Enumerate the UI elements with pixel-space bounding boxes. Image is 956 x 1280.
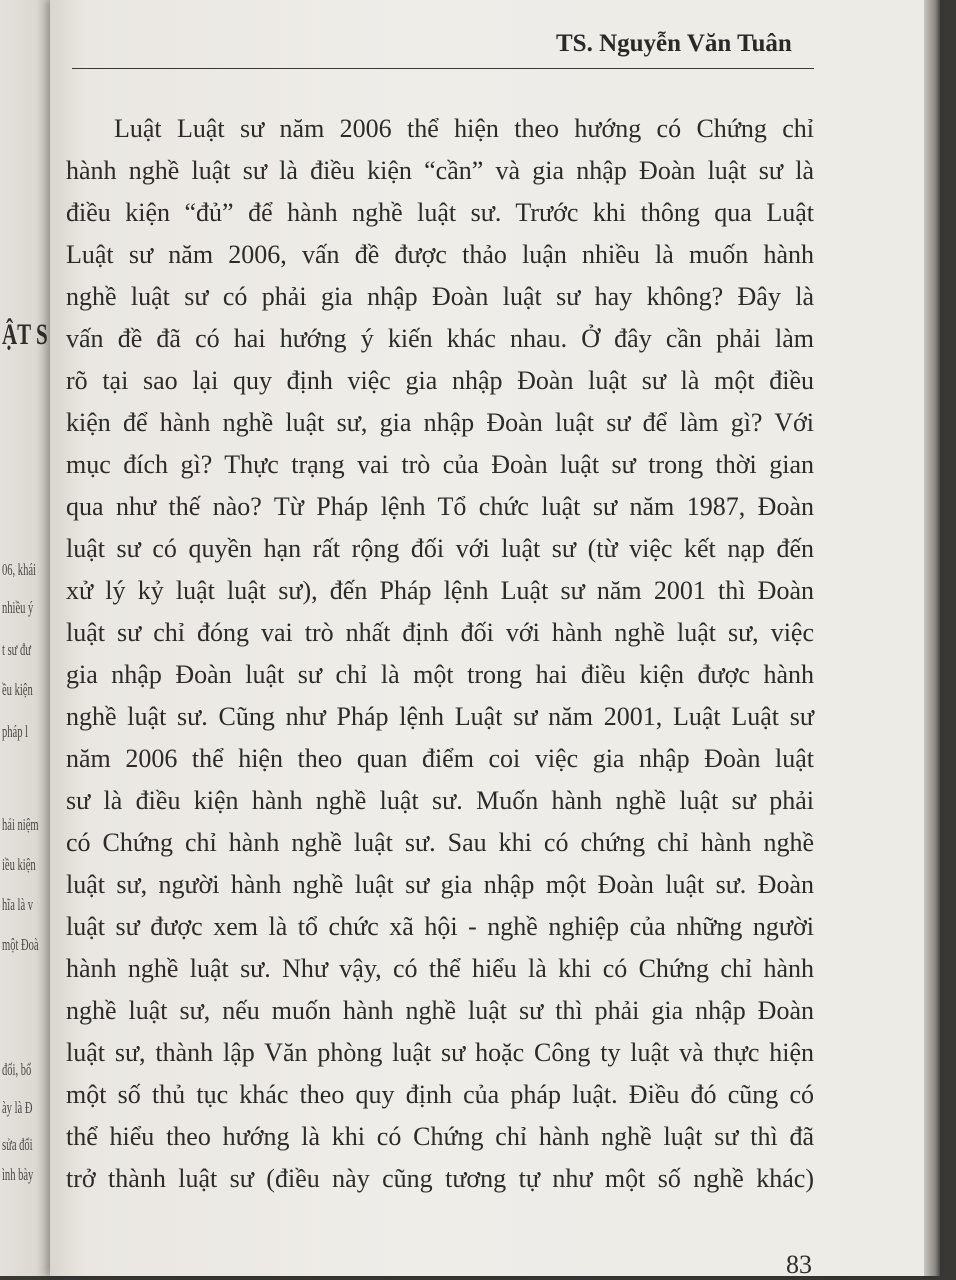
text-line: sư là điều kiện hành nghề luật sư. Muốn hành nghề luật sư phải: [66, 786, 814, 815]
left-page-text-fragment: t sư đư: [2, 640, 32, 659]
text-line: luật sư có quyền hạn rất rộng đối với luật sư (từ việc kết nạp đến: [66, 534, 814, 563]
text-line: trở thành luật sư (điều này cũng tương tự như một số nghề khác): [66, 1164, 814, 1193]
text-line: luật sư được xem là tổ chức xã hội - nghề nghiệp của những người: [66, 912, 814, 941]
left-page-text-fragment: ày là Đ: [2, 1098, 33, 1117]
text-line: nghề luật sư. Cũng như Pháp lệnh Luật sư năm 2001, Luật Luật sư: [66, 702, 814, 731]
text-line: qua như thế nào? Từ Pháp lệnh Tổ chức luật sư năm 1987, Đoàn: [66, 492, 814, 521]
text-line: luật sư, thành lập Văn phòng luật sư hoặc Công ty luật và thực hiện: [66, 1038, 814, 1067]
text-line: luật sư, người hành nghề luật sư gia nhập một Đoàn luật sư. Đoàn: [66, 870, 814, 899]
text-line: xử lý kỷ luật luật sư), đến Pháp lệnh Luật sư năm 2001 thì Đoàn: [66, 576, 814, 605]
left-page-text-fragment: nhiều ý: [2, 598, 34, 617]
left-page-text-fragment: ình bày: [2, 1165, 34, 1184]
left-page-text-fragment: iều kiện: [2, 855, 36, 874]
text-line: luật sư chỉ đóng vai trò nhất định đối với hành nghề luật sư, việc: [66, 618, 814, 647]
text-line: vấn đề đã có hai hướng ý kiến khác nhau. Ở đây cần phải làm: [66, 324, 814, 353]
text-line: một số thủ tục khác theo quy định của pháp luật. Điều đó cũng có: [66, 1080, 814, 1109]
left-page-heading-fragment: ẬT S: [2, 318, 48, 351]
text-line: Luật sư năm 2006, vấn đề được thảo luận nhiều là muốn hành: [66, 240, 814, 269]
left-page-text-fragment: sửa đổi: [2, 1135, 33, 1154]
book-page: [50, 0, 940, 1279]
text-line: nghề luật sư có phải gia nhập Đoàn luật sư hay không? Đây là: [66, 282, 814, 311]
text-line: thể hiểu theo hướng là khi có Chứng chỉ hành nghề luật sư thì đã: [66, 1122, 814, 1151]
text-line: nghề luật sư, nếu muốn hành nghề luật sư thì phải gia nhập Đoàn: [66, 996, 814, 1025]
text-line: Luật Luật sư năm 2006 thể hiện theo hướng có Chứng chỉ: [114, 114, 814, 143]
text-line: gia nhập Đoàn luật sư chỉ là một trong hai điều kiện được hành: [66, 660, 814, 689]
left-page-text-fragment: 06, khái: [2, 560, 36, 579]
text-line: điều kiện “đủ” để hành nghề luật sư. Trước khi thông qua Luật: [66, 198, 814, 227]
left-page-text-fragment: đối, bổ: [2, 1060, 32, 1079]
page-number: 83: [786, 1250, 812, 1279]
text-line: mục đích gì? Thực trạng vai trò của Đoàn luật sư trong thời gian: [66, 450, 814, 479]
left-page-text-fragment: ều kiện: [2, 680, 33, 699]
left-page-text-fragment: hái niệm: [2, 815, 39, 834]
text-line: có Chứng chỉ hành nghề luật sư. Sau khi có chứng chỉ hành nghề: [66, 828, 814, 857]
left-page-text-fragment: một Đoà: [2, 935, 39, 954]
running-header-author: TS. Nguyễn Văn Tuân: [556, 30, 792, 57]
left-page-text-fragment: pháp l: [2, 722, 29, 741]
text-line: rõ tại sao lại quy định việc gia nhập Đoàn luật sư là một điều: [66, 366, 814, 395]
left-page-text-fragment: hĩa là v: [2, 895, 34, 914]
text-line: năm 2006 thể hiện theo quan điểm coi việc gia nhập Đoàn luật: [66, 744, 814, 773]
text-line: hành nghề luật sư. Như vậy, có thể hiểu là khi có Chứng chỉ hành: [66, 954, 814, 983]
text-line: hành nghề luật sư là điều kiện “cần” và gia nhập Đoàn luật sư là: [66, 156, 814, 185]
text-line: kiện để hành nghề luật sư, gia nhập Đoàn luật sư để làm gì? Với: [66, 408, 814, 437]
page-edge-shadow: [924, 0, 940, 1276]
header-rule: [72, 68, 814, 69]
